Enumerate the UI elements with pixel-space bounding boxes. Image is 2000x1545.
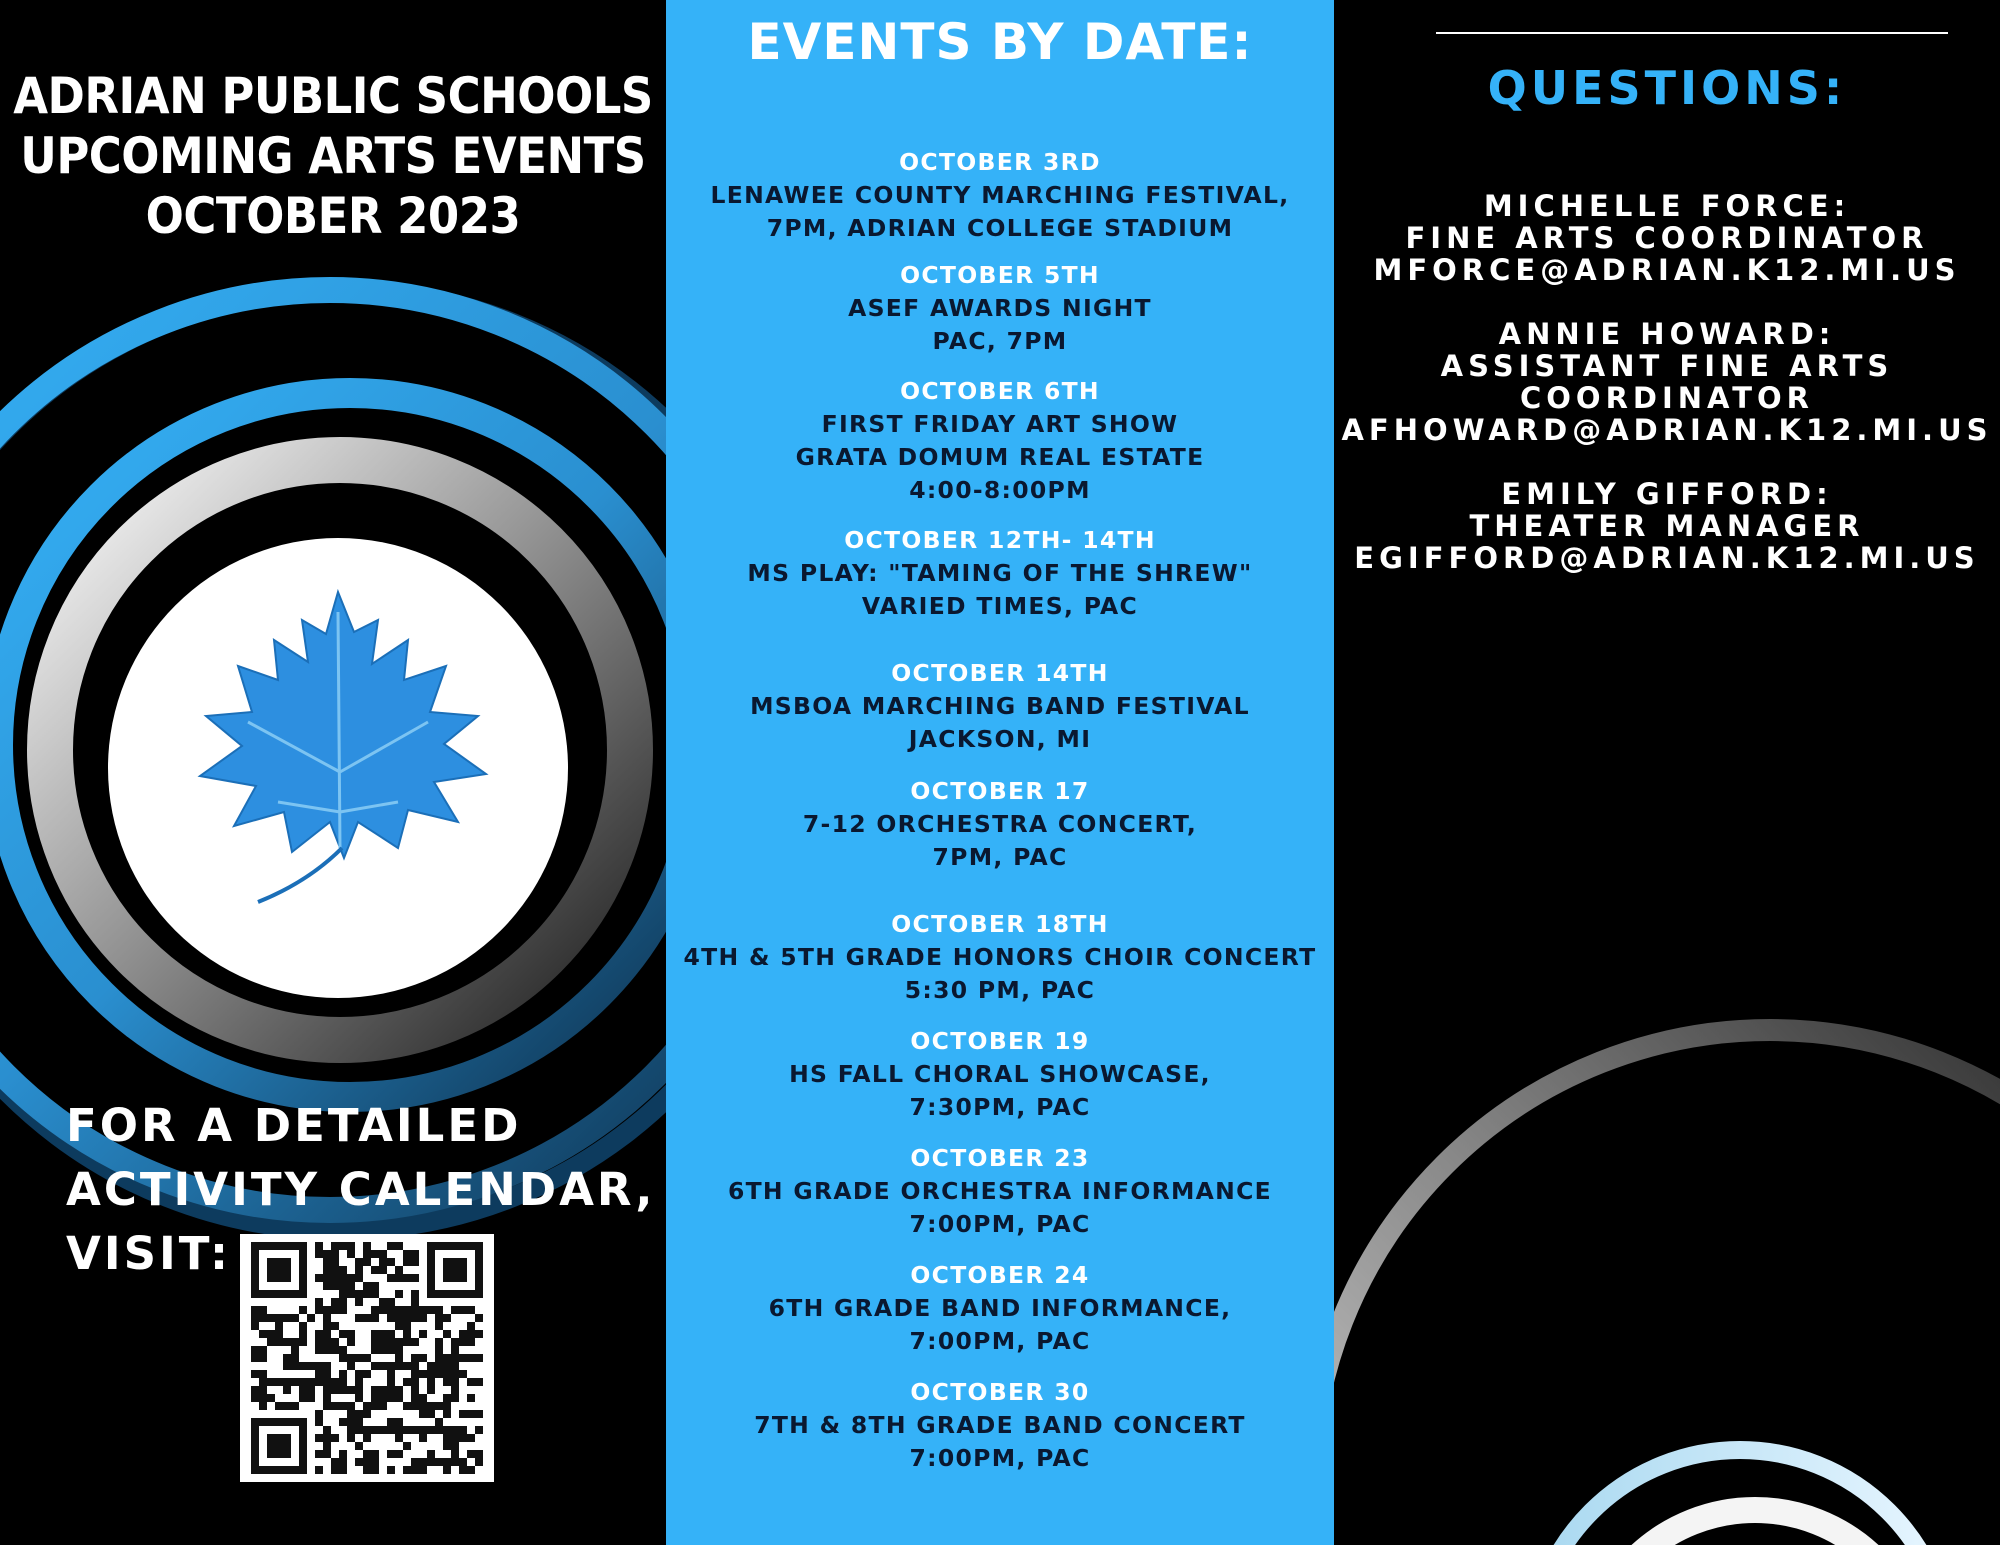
contact-role: ASSISTANT FINE ARTS (1440, 349, 1894, 383)
event-detail: 7:00PM, PAC (909, 1327, 1091, 1355)
title-line: ADRIAN PUBLIC SCHOOLS (13, 67, 653, 125)
event-detail: 7PM, PAC (932, 843, 1068, 871)
event-detail: MS PLAY: "TAMING OF THE SHREW" (747, 559, 1253, 587)
event-item (666, 908, 1334, 1007)
event-item (666, 1376, 1334, 1475)
calendar-note-line: FOR A DETAILED (66, 1099, 522, 1152)
event-detail: FIRST FRIDAY ART SHOW (821, 410, 1179, 438)
event-detail: 7:00PM, PAC (909, 1210, 1091, 1238)
event-detail: 6TH GRADE BAND INFORMANCE, (768, 1294, 1232, 1322)
contact-email-link[interactable]: EGIFFORD@ADRIAN.K12.MI.US (1354, 541, 1980, 575)
event-detail: 7-12 ORCHESTRA CONCERT, (802, 810, 1198, 838)
event-item (666, 1142, 1334, 1241)
event-date: OCTOBER 3RD (899, 148, 1101, 176)
event-detail: LENAWEE COUNTY MARCHING FESTIVAL, (710, 181, 1290, 209)
event-item (666, 524, 1334, 623)
contact-block (1334, 318, 2000, 446)
contact-email-link[interactable]: AFHOWARD@ADRIAN.K12.MI.US (1341, 413, 1993, 447)
questions-panel (1334, 0, 2000, 1545)
event-date: OCTOBER 12TH- 14TH (844, 526, 1156, 554)
event-detail: 7PM, ADRIAN COLLEGE STADIUM (766, 214, 1234, 242)
event-item (666, 1259, 1334, 1358)
event-detail: 4TH & 5TH GRADE HONORS CHOIR CONCERT (683, 943, 1317, 971)
contact-name: ANNIE HOWARD: (1498, 317, 1836, 351)
event-date: OCTOBER 17 (910, 777, 1090, 805)
event-detail: MSBOA MARCHING BAND FESTIVAL (750, 692, 1250, 720)
title-line: OCTOBER 2023 (145, 187, 521, 245)
contact-block (1334, 478, 2000, 574)
event-date: OCTOBER 24 (910, 1261, 1090, 1289)
event-item (666, 375, 1334, 507)
qr-code[interactable] (240, 1234, 494, 1482)
questions-heading: QUESTIONS: (1487, 61, 1847, 115)
event-detail: PAC, 7PM (932, 327, 1068, 355)
calendar-note-line: VISIT: (66, 1227, 231, 1280)
contact-name: EMILY GIFFORD: (1501, 477, 1833, 511)
contact-block (1334, 190, 2000, 286)
divider-line (1436, 32, 1948, 34)
events-heading: EVENTS BY DATE: (747, 13, 1253, 71)
event-date: OCTOBER 6TH (900, 377, 1100, 405)
event-item (666, 775, 1334, 874)
event-detail: 7:30PM, PAC (909, 1093, 1091, 1121)
event-detail: 5:30 PM, PAC (904, 976, 1096, 1004)
event-detail: ASEF AWARDS NIGHT (848, 294, 1152, 322)
event-detail: GRATA DOMUM REAL ESTATE (795, 443, 1205, 471)
event-item (666, 146, 1334, 245)
contact-name: MICHELLE FORCE: (1483, 189, 1851, 223)
title-line: UPCOMING ARTS EVENTS (20, 127, 646, 185)
event-date: OCTOBER 30 (910, 1378, 1090, 1406)
qr-code-image (240, 1234, 494, 1482)
event-date: OCTOBER 23 (910, 1144, 1090, 1172)
event-detail: VARIED TIMES, PAC (861, 592, 1139, 620)
contact-role: COORDINATOR (1519, 381, 1814, 415)
contact-email-link[interactable]: MFORCE@ADRIAN.K12.MI.US (1373, 253, 1961, 287)
contact-role: FINE ARTS COORDINATOR (1405, 221, 1929, 255)
flyer-title (0, 66, 666, 246)
event-date: OCTOBER 19 (910, 1027, 1090, 1055)
event-date: OCTOBER 18TH (891, 910, 1109, 938)
event-item (666, 1025, 1334, 1124)
event-detail: 4:00-8:00PM (909, 476, 1091, 504)
contact-role: THEATER MANAGER (1469, 509, 1865, 543)
event-item (666, 259, 1334, 358)
event-detail: 6TH GRADE ORCHESTRA INFORMANCE (727, 1177, 1273, 1205)
event-detail: JACKSON, MI (908, 725, 1092, 753)
event-date: OCTOBER 5TH (900, 261, 1100, 289)
events-panel (666, 0, 1334, 1545)
event-detail: 7:00PM, PAC (909, 1444, 1091, 1472)
left-panel (0, 0, 666, 1545)
event-item (666, 657, 1334, 756)
event-detail: 7TH & 8TH GRADE BAND CONCERT (754, 1411, 1246, 1439)
calendar-note-line: ACTIVITY CALENDAR, (66, 1163, 656, 1216)
event-detail: HS FALL CHORAL SHOWCASE, (789, 1060, 1211, 1088)
event-date: OCTOBER 14TH (891, 659, 1109, 687)
